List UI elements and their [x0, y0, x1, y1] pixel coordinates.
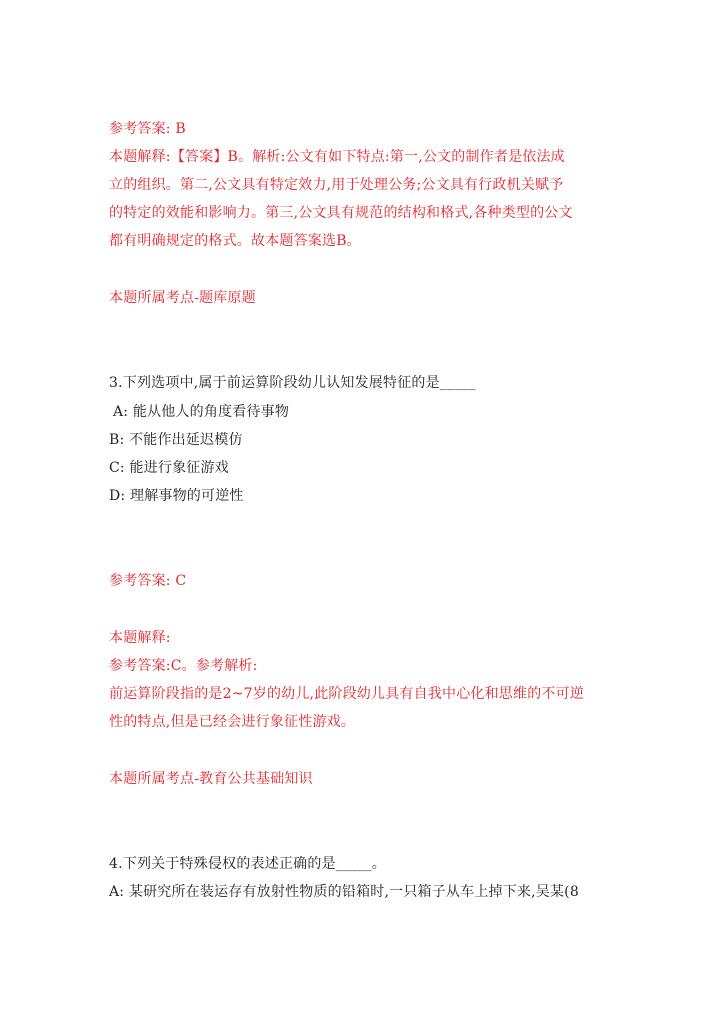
q3-explanation-line: 前运算阶段指的是2~7岁的幼儿,此阶段幼儿具有自我中心化和思维的不可逆: [109, 686, 584, 702]
q3-explanation-line: 性的特点,但是已经会进行象征性游戏。: [109, 714, 356, 730]
q3-option-c: C: 能进行象征游戏: [109, 460, 229, 476]
q2-explanation-line: 立的组织。第二,公文具有特定效力,用于处理公务;公文具有行政机关赋予: [109, 177, 564, 193]
q3-explanation-label: 本题解释:: [109, 630, 171, 646]
q4-option-a: A: 某研究所在装运存有放射性物质的铅箱时,一只箱子从车上掉下来,吴某(8: [109, 884, 579, 900]
q3-option-a: A: 能从他人的角度看待事物: [113, 404, 290, 420]
q3-category: 本题所属考点-教育公共基础知识: [109, 771, 313, 787]
q3-question: 3.下列选项中,属于前运算阶段幼儿认知发展特征的是_____: [109, 375, 476, 391]
q4-question: 4.下列关于特殊侵权的表述正确的是_____。: [109, 856, 386, 872]
q2-category: 本题所属考点-题库原题: [109, 290, 256, 306]
q2-explanation-line: 都有明确规定的格式。故本题答案选B。: [109, 233, 361, 249]
q3-ref-analysis: 参考答案:C。参考解析:: [109, 658, 258, 674]
q3-option-b: B: 不能作出延迟模仿: [109, 432, 243, 448]
q3-answer: 参考答案: C: [109, 573, 187, 589]
q2-answer: 参考答案: B: [109, 121, 186, 137]
q3-option-d: D: 理解事物的可逆性: [109, 488, 244, 504]
q2-explanation-line: 的特定的效能和影响力。第三,公文具有规范的结构和格式,各种类型的公文: [109, 205, 573, 221]
q2-explanation-line: 本题解释:【答案】B。解析:公文有如下特点:第一,公文的制作者是依法成: [109, 149, 565, 165]
